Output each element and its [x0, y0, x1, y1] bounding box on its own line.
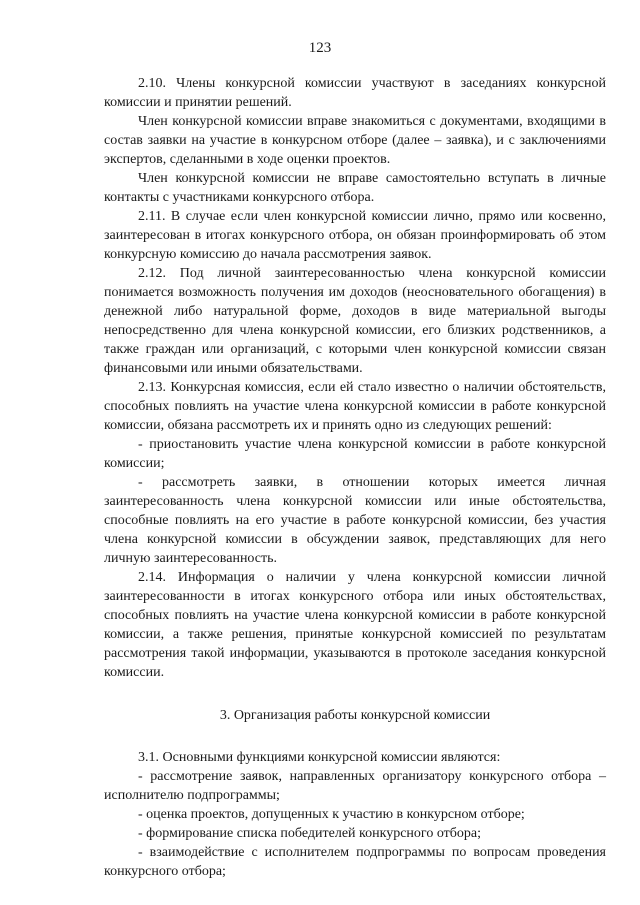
paragraph-2-11: 2.11. В случае если член конкурсной комиссии лично, прямо или косвенно, заинтересован в итогах конкурсного отбора, он обязан проинформировать об этом конкурсную комиссию до начала рассмотрения заявок.	[104, 209, 606, 262]
paragraph-member-restriction: Член конкурсной комиссии не вправе самостоятельно вступать в личные контакты с участниками конкурсного отбора.	[104, 171, 606, 205]
list-item-review-applications: - рассмотрение заявок, направленных организатору конкурсного отбора – исполнителю подпрограммы;	[104, 769, 606, 803]
paragraph-2-13: 2.13. Конкурсная комиссия, если ей стало известно о наличии обстоятельств, способных повлиять на участие члена конкурсной комиссии в работе конкурсной комиссии, обязана рассмотреть их и принять одно из следующих решений:	[104, 380, 606, 433]
section-3-heading: 3. Организация работы конкурсной комиссии	[219, 708, 491, 723]
paragraph-2-14: 2.14. Информация о наличии у члена конкурсной комиссии личной заинтересованности в итогах конкурсного отбора или иных обстоятельствах, способных повлиять на участие члена конкурсной комиссии в работе конкурсной комиссии, а также решения, принятые конкурсной комиссией по результатам рассмотрения такой информации, указываются в протоколе заседания конкурсной комиссии.	[104, 570, 606, 680]
document-body	[104, 74, 606, 881]
paragraph-2-12: 2.12. Под личной заинтересованностью члена конкурсной комиссии понимается возможность получения им доходов (неосновательного обогащения) в денежной либо натуральной форме, доходов в виде материальной выгоды непосредственно для члена конкурсной комиссии, его близких родственников, а также граждан или организаций, с которыми член конкурсной комиссии связан финансовыми или иными обязательствами.	[104, 266, 606, 376]
list-item-evaluate-projects: - оценка проектов, допущенных к участию в конкурсном отборе;	[138, 807, 525, 822]
paragraph-member-rights: Член конкурсной комиссии вправе знакомиться с документами, входящими в состав заявки на участие в конкурсном отборе (далее – заявка), и с заключениями экспертов, сделанными в ходе оценки проектов.	[104, 114, 606, 167]
paragraph-2-13-option-2: - рассмотреть заявки, в отношении которых имеется личная заинтересованность члена конкурсной комиссии или иные обстоятельства, способные повлиять на его участие в работе конкурсной комиссии, без участия члена конкурсной комиссии в обсуждении заявок, представляющих для него личную заинтересованность.	[104, 475, 606, 566]
list-item-interaction: - взаимодействие с исполнителем подпрограммы по вопросам проведения конкурсного отбора;	[104, 845, 606, 879]
page-number: 123	[308, 40, 332, 56]
paragraph-2-10: 2.10. Члены конкурсной комиссии участвуют в заседаниях конкурсной комиссии и принятии решений.	[104, 76, 606, 110]
paragraph-2-13-option-1: - приостановить участие члена конкурсной комиссии в работе конкурсной комиссии;	[104, 437, 606, 471]
paragraph-3-1: 3.1. Основными функциями конкурсной комиссии являются:	[138, 750, 501, 765]
list-item-winners-list: - формирование списка победителей конкурсного отбора;	[138, 826, 481, 841]
